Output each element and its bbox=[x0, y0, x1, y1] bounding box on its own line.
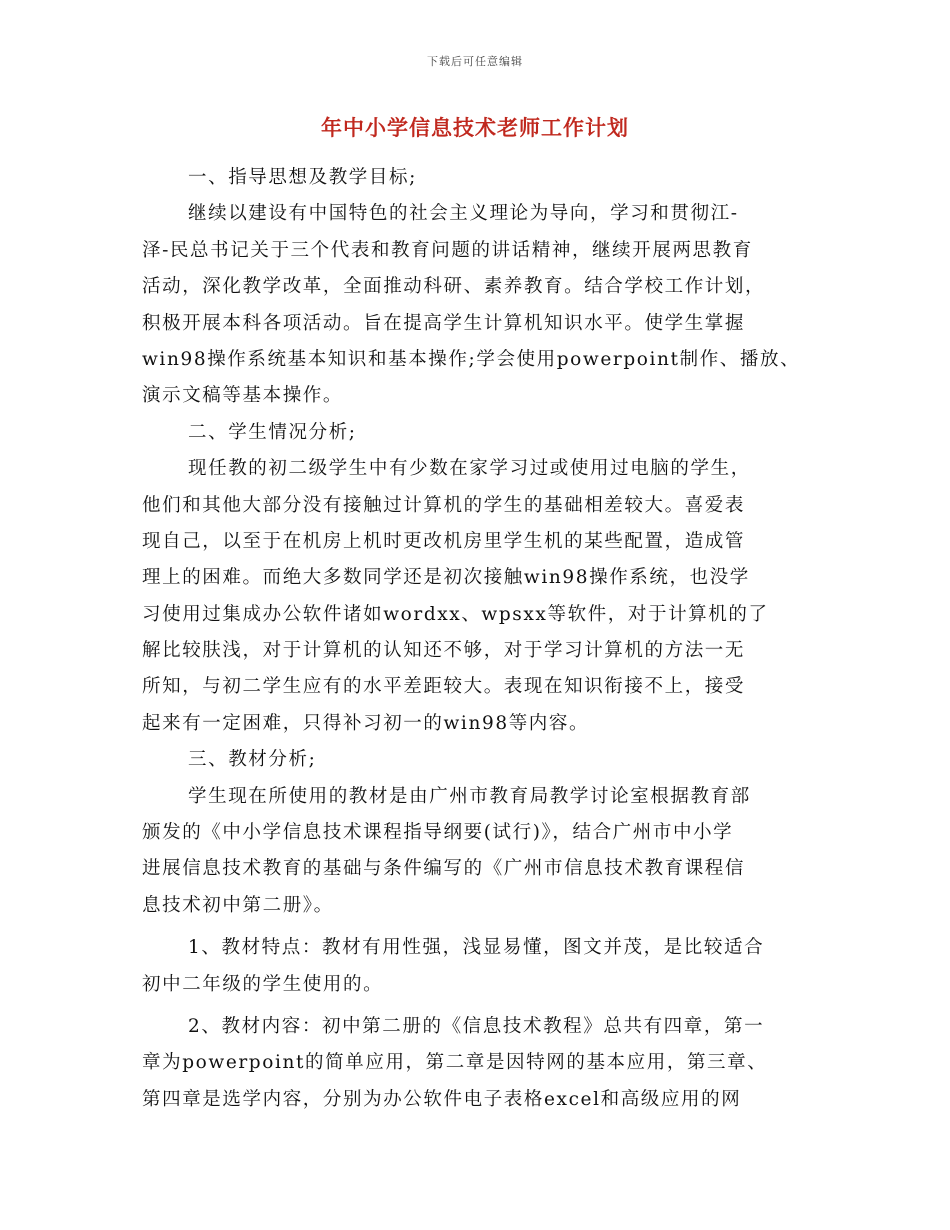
paragraph-line: 活动，深化教学改革，全面推动科研、素养教育。结合学校工作计划， bbox=[142, 276, 766, 298]
paragraph-line: 初中二年级的学生使用的。 bbox=[142, 973, 384, 995]
paragraph-line: 解比较肤浅，对于计算机的认知还不够，对于学习计算机的方法一无 bbox=[142, 640, 746, 662]
paragraph-line: 积极开展本科各项活动。旨在提高学生计算机知识水平。使学生掌握 bbox=[142, 312, 746, 334]
paragraph-line: 演示文稿等基本操作。 bbox=[142, 385, 344, 407]
paragraph-line: 息技术初中第二册》。 bbox=[142, 894, 334, 916]
paragraph-line: 学生现在所使用的教材是由广州市教育局教学讨论室根据教育部 bbox=[188, 785, 751, 807]
paragraph-line: 1、教材特点：教材有用性强，浅显易懂，图文并茂，是比较适合 bbox=[188, 937, 765, 959]
paragraph-line: 现任教的初二级学生中有少数在家学习过或使用过电脑的学生， bbox=[188, 458, 751, 480]
paragraph-line: 所知，与初二学生应有的水平差距较大。表现在知识衔接不上，接受 bbox=[142, 676, 746, 698]
paragraph-line: 他们和其他大部分没有接触过计算机的学生的基础相差较大。喜爱表 bbox=[142, 494, 746, 516]
paragraph-line: 颁发的《中小学信息技术课程指导纲要(试行)》，结合广州市中小学 bbox=[142, 822, 734, 844]
section-heading-3: 三、教材分析; bbox=[188, 749, 317, 771]
paragraph-line: 习使用过集成办公软件诸如wordxx、wpsxx等软件，对于计算机的了 bbox=[142, 603, 769, 625]
paragraph-line: 泽-民总书记关于三个代表和教育问题的讲话精神，继续开展两思教育 bbox=[142, 239, 753, 261]
paragraph-line: 起来有一定困难，只得补习初一的win98等内容。 bbox=[142, 712, 590, 734]
section-heading-1: 一、指导思想及教学目标; bbox=[188, 167, 417, 188]
paragraph-line: 理上的困难。而绝大多数同学还是初次接触win98操作系统，也没学 bbox=[142, 567, 750, 589]
paragraph-line: 进展信息技术教育的基础与条件编写的《广州市信息技术教育课程信 bbox=[142, 858, 746, 880]
paragraph-line: 章为powerpoint的简单应用，第二章是因特网的基本应用，第三章、 bbox=[142, 1052, 768, 1074]
document-body bbox=[142, 160, 822, 1118]
section-heading-2: 二、学生情况分析; bbox=[188, 421, 357, 443]
paragraph-line: win98操作系统基本知识和基本操作;学会使用powerpoint制作、播放、 bbox=[142, 348, 801, 370]
paragraph-line: 继续以建设有中国特色的社会主义理论为导向，学习和贯彻江- bbox=[188, 203, 739, 225]
page-header-note: 下载后可任意编辑 bbox=[427, 55, 523, 68]
paragraph-line: 2、教材内容：初中第二册的《信息技术教程》总共有四章，第一 bbox=[188, 1015, 765, 1037]
document-title: 年中小学信息技术老师工作计划 bbox=[321, 115, 629, 140]
paragraph-line: 现自己，以至于在机房上机时更改机房里学生机的某些配置，造成管 bbox=[142, 530, 746, 552]
paragraph-line: 第四章是选学内容，分别为办公软件电子表格excel和高级应用的网 bbox=[142, 1088, 742, 1110]
